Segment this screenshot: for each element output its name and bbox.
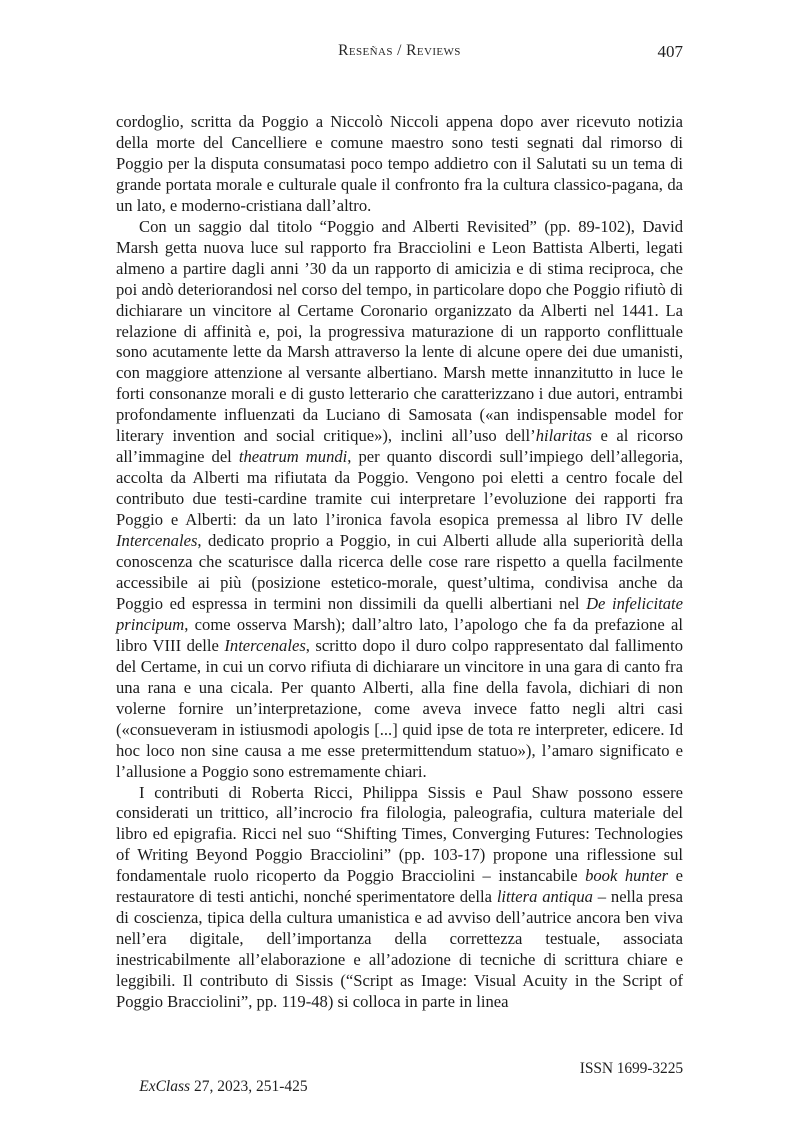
text-run: , per quanto discordi sull’impiego dell’allegoria, accolta da Alberti ma rifiutata da Poggio. Vengono poi eletti a centro focale del contributo due testi-cardine tramite cui interpretare l’evoluzione dei rapporti fra Poggio e Alberti: da un lato l’ironica favola esopica premessa al libro IV delle xyxy=(116,447,683,530)
paragraph xyxy=(116,217,683,783)
italic-title: theatrum mundi xyxy=(238,447,348,467)
page-footer xyxy=(116,1060,683,1095)
issn: ISSN 1699-3225 xyxy=(579,1060,683,1077)
italic-title: littera antiqua xyxy=(496,887,593,907)
text-run: , dedicato proprio a Poggio, in cui Alberti allude alla superiorità della conoscenza che scaturisce dalla ricerca delle cose rare rispetto a quella facilmente accessibile ai più (posizione estetico-morale, quest’ultima, condivisa anche da Poggio ed espressa in termini non dissimili da quelli albertiani nel xyxy=(116,531,683,613)
text-run: , scritto dopo il duro colpo rappresentato dal fallimento del Certame, in cui un corvo rifiuta di dichiarare un vincitore in una gara di canto fra una rana e una cicala. Per quanto Alberti, alla fine della favola, dichiari di non volerne fornire un’interpretazione, come aveva invece fatto negli altri casi («consueveram in istiusmodi apologis [...] quid ipse de tota re interpreter, edicere. Id hoc loco non sine causa a me esse pretermittendum statuo»), l’amaro significato e l’allusione a Poggio sono estremamente chiari. xyxy=(116,635,683,781)
italic-title: Intercenales xyxy=(224,635,306,655)
body-text-block xyxy=(116,112,683,1013)
text-run: – nella presa di coscienza, tipica della cultura umanistica e ad avviso dell’autrice ancora ben viva nell’era digitale, dell’importanza della correttezza testuale, associata inestricabilmente all’elaborazione e all’adozione di tecniche di scrittura chiare e leggibili. Il contributo di Sissis (“Script as Image: Visual Acuity in the Script of Poggio Bracciolini”, pp. 119-48) si colloca in parte in linea xyxy=(116,887,683,1012)
text-run: cordoglio, scritta da Poggio a Niccolò Niccoli appena dopo aver ricevuto notizia della morte del Cancelliere e comune maestro sono testi segnati dal rimorso di Poggio per la disputa consumatasi poco tempo addietro con il Salutati su un tema di grande portata morale e culturale quale il confronto fra la cultura classico-pagana, da un lato, e moderno-cristiana dall’altro. xyxy=(116,112,683,215)
running-head-title: Reseñas / Reviews xyxy=(338,42,461,59)
text-run: e restauratore di testi antichi, nonché sperimentatore della xyxy=(116,866,684,907)
italic-title: De infelicitate principum xyxy=(116,593,683,634)
text-run: I contributi di Roberta Ricci, Philippa Sissis e Paul Shaw possono essere considerati un trittico, all’incrocio fra filologia, paleografia, cultura materiale del libro ed epigrafia. Ricci nel suo “Shifting Times, Converging Futures: Technologies of Writing Beyond Poggio Bracciolini” (pp. 103-17) propone una riflessione sul fondamentale ruolo ricoperto da Poggio Bracciolini – instancabile xyxy=(116,782,683,886)
italic-title: hilaritas xyxy=(535,426,592,446)
journal-name: ExClass xyxy=(139,1078,191,1095)
italic-title: Intercenales xyxy=(116,531,198,551)
italic-title: book hunter xyxy=(585,866,669,886)
text-run: Con un saggio dal titolo “Poggio and Alberti Revisited” (pp. 89-102), David Marsh getta nuova luce sul rapporto fra Bracciolini e Leon Battista Alberti, legati almeno a partire dagli anni ’30 da un rapporto di amicizia e di stima reciproca, che poi andò deteriorandosi nel corso del tempo, in particolare dopo che Poggio rifiutò di dichiarare un vincitore al Certame Coronario organizzato da Alberti nel 1441. La relazione di affinità e, poi, la progressiva maturazione di un rapporto conflittuale sono acutamente lette da Marsh attraverso la lente di alcune opere dei due umanisti, con maggiore attenzione al versante albertiano. Marsh mette innanzitutto in luce le forti consonanze morali e di gusto letterario che caratterizzano i due autori, entrambi profondamente influenzati da Luciano di Samosata («an indispensable model for literary invention and social critique»), inclini all’uso dell’ xyxy=(116,216,683,446)
text-run: , come osserva Marsh); dall’altro lato, l’apologo che fa da prefazione al libro VIII delle xyxy=(116,614,683,655)
footer-citation xyxy=(116,1060,308,1114)
paragraph xyxy=(116,783,683,1013)
running-head xyxy=(116,42,683,68)
text-run: e al ricorso all’immagine del xyxy=(116,426,683,467)
page-number: 407 xyxy=(657,42,683,61)
journal-citation-detail: 27, 2023, 251-425 xyxy=(190,1078,308,1095)
paragraph xyxy=(116,112,683,217)
